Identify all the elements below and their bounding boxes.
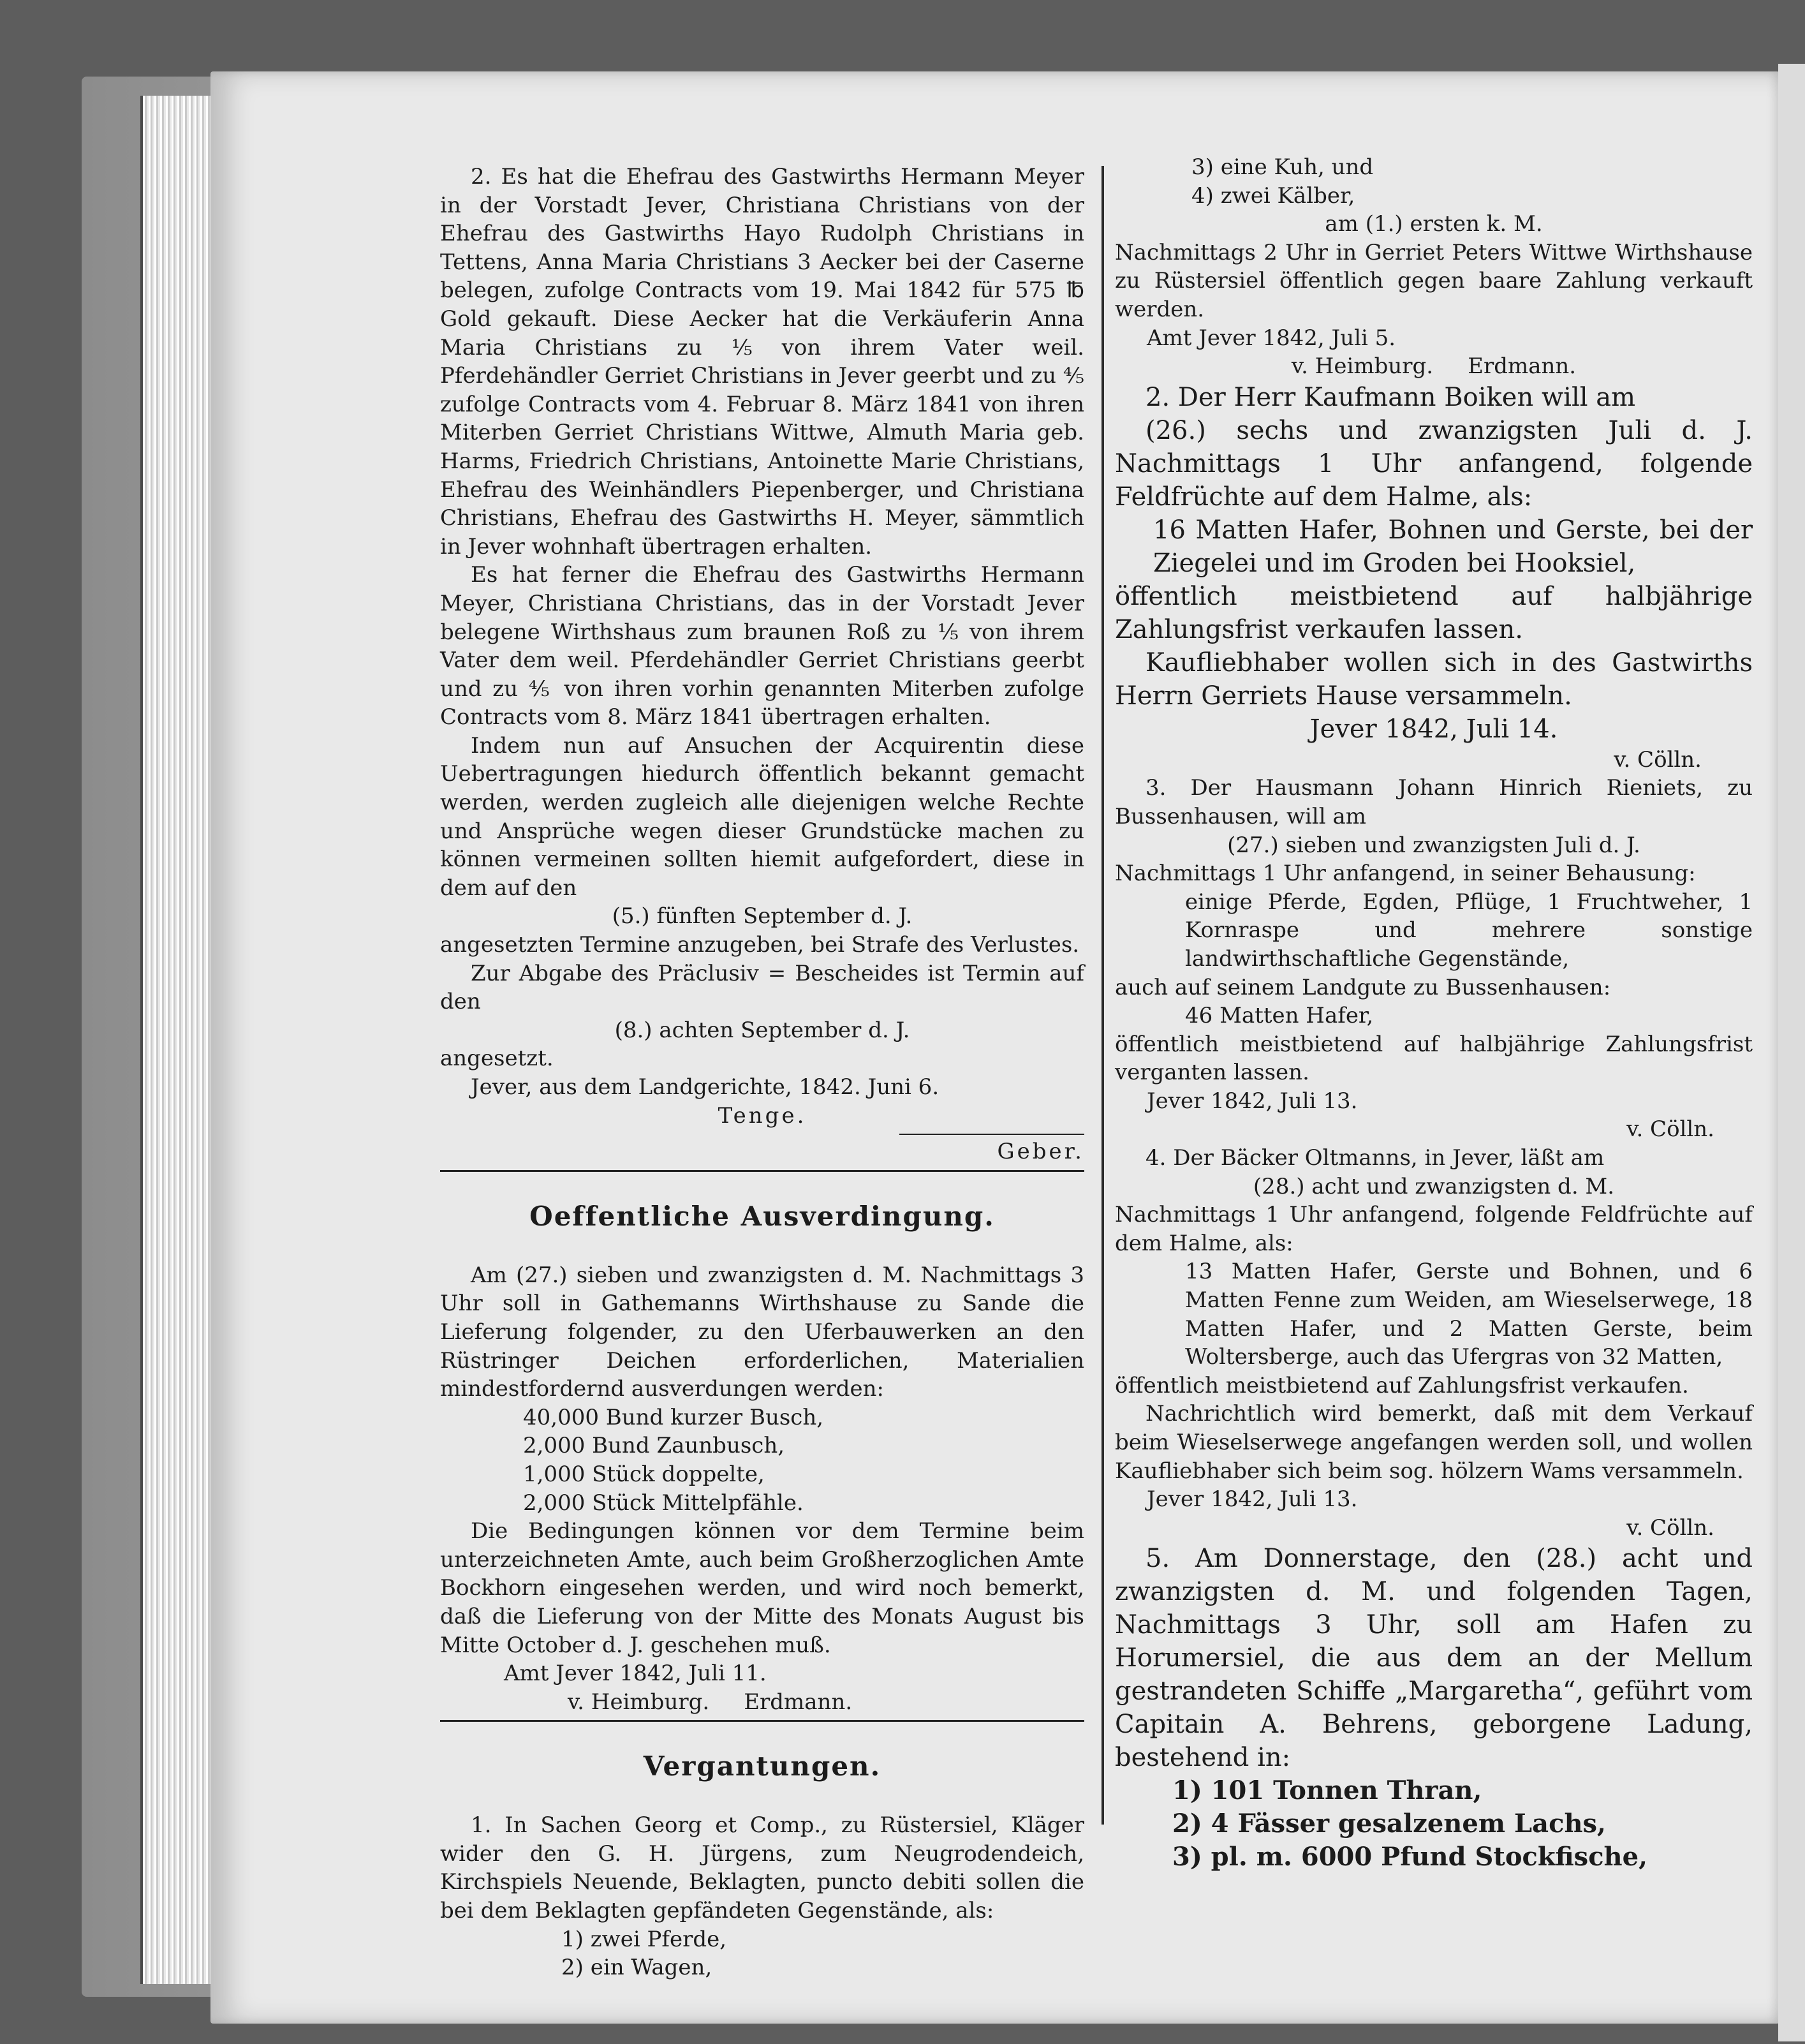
place-date: Jever, aus dem Landgerichte, 1842. Juni 6. bbox=[471, 1074, 939, 1100]
paragraph: Nachmittags 2 Uhr in Gerriet Peters Wittwe Wirthshause zu Rüstersiel öffentlich gegen baare Zahlung verkauft werden. bbox=[1115, 239, 1753, 322]
paragraph: 5. Am Donnerstage, den (28.) acht und zwanzigsten d. M. und folgenden Tagen, Nachmittags 3 Uhr, soll am Hafen zu Horumersiel, die aus dem an der Mellum gestrandeten Schiffe „Margaretha“, geführt vom Capitain A. Behrens, geborgene Ladung, bestehend in: bbox=[1115, 1544, 1753, 1773]
signature: v. Cölln. bbox=[1626, 1116, 1714, 1143]
list-item: 4) zwei Kälber, bbox=[1191, 182, 1355, 209]
section-heading: Oeffentliche Ausverdingung. bbox=[529, 1200, 995, 1232]
list-item: 46 Matten Hafer, bbox=[1185, 1003, 1374, 1029]
signature: Geber. bbox=[997, 1139, 1084, 1165]
place-date: Jever 1842, Juli 13. bbox=[1147, 1486, 1358, 1513]
signature: v. Cölln. bbox=[1614, 746, 1702, 773]
place-date: Jever 1842, Juli 13. bbox=[1147, 1088, 1358, 1114]
list-item: 3) eine Kuh, und bbox=[1191, 154, 1374, 180]
paragraph: Nachmittags 1 Uhr anfangend, in seiner Behausung: bbox=[1115, 861, 1696, 887]
date-line: am (1.) ersten k. M. bbox=[1325, 211, 1543, 237]
date-line: (28.) acht und zwanzigsten d. M. bbox=[1253, 1173, 1615, 1199]
list-item: 3) pl. m. 6000 Pfund Stockfische, bbox=[1172, 1842, 1647, 1872]
list-item: 2,000 Stück Mittelpfähle. bbox=[523, 1490, 804, 1516]
paragraph: (26.) sechs und zwanzigsten Juli d. J. Nachmittags 1 Uhr anfangend, folgende Feldfrüchte auf dem Halme, als: bbox=[1115, 415, 1753, 512]
opposite-page-edge bbox=[1778, 64, 1805, 2041]
signature: v. Heimburg. Erdmann. bbox=[1291, 353, 1577, 380]
date-line: (8.) achten September d. J. bbox=[614, 1017, 910, 1043]
signature: v. Cölln. bbox=[1626, 1514, 1714, 1541]
paragraph: angesetzt. bbox=[440, 1046, 554, 1072]
paragraph: 3. Der Hausmann Johann Hinrich Rieniets, zu Bussenhausen, will am bbox=[1115, 775, 1753, 829]
right-column bbox=[1115, 153, 1753, 1874]
column-divider bbox=[1101, 166, 1104, 1825]
paragraph: angesetzten Termine anzugeben, bei Strafe des Verlustes. bbox=[440, 932, 1080, 958]
paragraph: öffentlich meistbietend auf Zahlungsfrist verkaufen. bbox=[1115, 1372, 1689, 1398]
paragraph: 13 Matten Hafer, Gerste und Bohnen, und 6 Matten Fenne zum Weiden, am Wieselserwege, 18 Matten Hafer, und 2 Matten Gerste, beim Woltersberge, auch das Ufergras von 32 Matten, bbox=[1185, 1259, 1753, 1370]
paragraph: Kaufliebhaber wollen sich in des Gastwirths Herrn Gerriets Hause versammeln. bbox=[1115, 648, 1753, 711]
paragraph: Nachmittags 1 Uhr anfangend, folgende Feldfrüchte auf dem Halme, als: bbox=[1115, 1202, 1753, 1256]
paragraph: Es hat ferner die Ehefrau des Gastwirths Hermann Meyer, Christiana Christians, das in der Vorstadt Jever belegene Wirthshaus zum braunen Roß zu ⅕ von ihrem Vater dem weil. Pferdehändler Gerriet Christians geerbt und zu ⅘ von ihren vorhin genannten Miterben zufolge Contracts vom 8. März 1841 übertragen erhalten. bbox=[440, 562, 1084, 730]
divider bbox=[440, 1170, 1084, 1172]
paragraph: 2. Der Herr Kaufmann Boiken will am bbox=[1146, 382, 1636, 412]
paragraph: 2. Es hat die Ehefrau des Gastwirths Hermann Meyer in der Vorstadt Jever, Christiana Christians von der Ehefrau des Gastwirths Hayo Rudolph Christians in Tettens, Anna Maria Christians 3 Aecker bei der Caserne belegen, zufolge Contracts vom 19. Mai 1842 für 575 ℔ Gold gekauft. Diese Aecker hat die Verkäuferin Anna Maria Christians zu ⅕ von ihrem Vater weil. Pferdehändler Gerriet Christians in Jever geerbt und zu ⅘ zufolge Contracts vom 4. Februar 8. März 1841 von ihren Miterben Gerriet Christians Wittwe, Almuth Maria geb. Harms, Friedrich Christians, Antoinette Marie Christians, Ehefrau des Weinhändlers Piepenberger, und Christiana Christians, Ehefrau des Gastwirths H. Meyer, sämmtlich in Jever wohnhaft übertragen erhalten. bbox=[440, 164, 1084, 559]
place-date: Amt Jever 1842, Juli 11. bbox=[504, 1661, 767, 1687]
paragraph: Zur Abgabe des Präclusiv = Bescheides ist Termin auf den bbox=[440, 960, 1084, 1015]
divider bbox=[440, 1720, 1084, 1722]
list-item: 2) ein Wagen, bbox=[561, 1955, 712, 1981]
section-heading: Vergantungen. bbox=[643, 1751, 881, 1782]
signature: v. Heimburg. Erdmann. bbox=[568, 1689, 853, 1715]
place-date: Amt Jever 1842, Juli 5. bbox=[1147, 325, 1396, 351]
paragraph: einige Pferde, Egden, Pflüge, 1 Fruchtweher, 1 Kornraspe und mehrere sonstige landwirthschaftliche Gegenstände, bbox=[1185, 889, 1753, 972]
list-item: 40,000 Bund kurzer Busch, bbox=[523, 1404, 824, 1430]
date-line: (27.) sieben und zwanzigsten Juli d. J. bbox=[1227, 832, 1640, 858]
place-date: Jever 1842, Juli 14. bbox=[1309, 714, 1558, 744]
left-column bbox=[440, 163, 1084, 1982]
date-line: (5.) fünften September d. J. bbox=[612, 903, 913, 929]
list-item: 2) 4 Fässer gesalzenem Lachs, bbox=[1172, 1809, 1606, 1839]
signature: Tenge. bbox=[718, 1102, 807, 1129]
list-item: 1,000 Stück doppelte, bbox=[523, 1461, 765, 1487]
paragraph: 1. In Sachen Georg et Comp., zu Rüstersiel, Kläger wider den G. H. Jürgens, zum Neugrodendeich, Kirchspiels Neuende, Beklagten, puncto debiti sollen die bei dem Beklagten gepfändeten Gegenstände, als: bbox=[440, 1812, 1084, 1924]
paragraph: öffentlich meistbietend auf halbjährige Zahlungsfrist verkaufen lassen. bbox=[1115, 581, 1753, 644]
page-edges bbox=[140, 96, 219, 1984]
paragraph: Die Bedingungen können vor dem Termine beim unterzeichneten Amte, auch beim Großherzoglichen Amte Bockhorn eingesehen werden, und wird noch bemerkt, daß die Lieferung von der Mitte des Monats August bis Mitte October d. J. geschehen muß. bbox=[440, 1518, 1084, 1658]
paragraph: Nachrichtlich wird bemerkt, daß mit dem Verkauf beim Wieselserwege angefangen werden soll, und wollen Kaufliebhaber sich beim sog. hölzern Wams versammeln. bbox=[1115, 1401, 1753, 1484]
list-item: 1) zwei Pferde, bbox=[561, 1926, 727, 1952]
paragraph: 4. Der Bäcker Oltmanns, in Jever, läßt am bbox=[1146, 1145, 1605, 1171]
list-item: 1) 101 Tonnen Thran, bbox=[1172, 1775, 1482, 1806]
paragraph: öffentlich meistbietend auf halbjährige Zahlungsfrist verganten lassen. bbox=[1115, 1031, 1753, 1086]
paragraph: 16 Matten Hafer, Bohnen und Gerste, bei der Ziegelei und im Groden bei Hooksiel, bbox=[1153, 515, 1753, 578]
divider bbox=[899, 1134, 1084, 1135]
paragraph: auch auf seinem Landgute zu Bussenhausen: bbox=[1115, 974, 1611, 1000]
list-item: 2,000 Bund Zaunbusch, bbox=[523, 1433, 785, 1459]
paragraph: Am (27.) sieben und zwanzigsten d. M. Nachmittags 3 Uhr soll in Gathemanns Wirthshause zu Sande die Lieferung folgender, zu den Uferbauwerken an den Rüstringer Deichen erforderlichen, Materialien mindestfordernd ausverdungen werden: bbox=[440, 1262, 1084, 1402]
paragraph: Indem nun auf Ansuchen der Acquirentin diese Uebertragungen hiedurch öffentlich bekannt gemacht werden, werden zugleich alle diejenigen welche Rechte und Ansprüche wegen dieser Grundstücke machen zu können vermeinen sollten hiemit aufgefordert, diese in dem auf den bbox=[440, 732, 1084, 901]
